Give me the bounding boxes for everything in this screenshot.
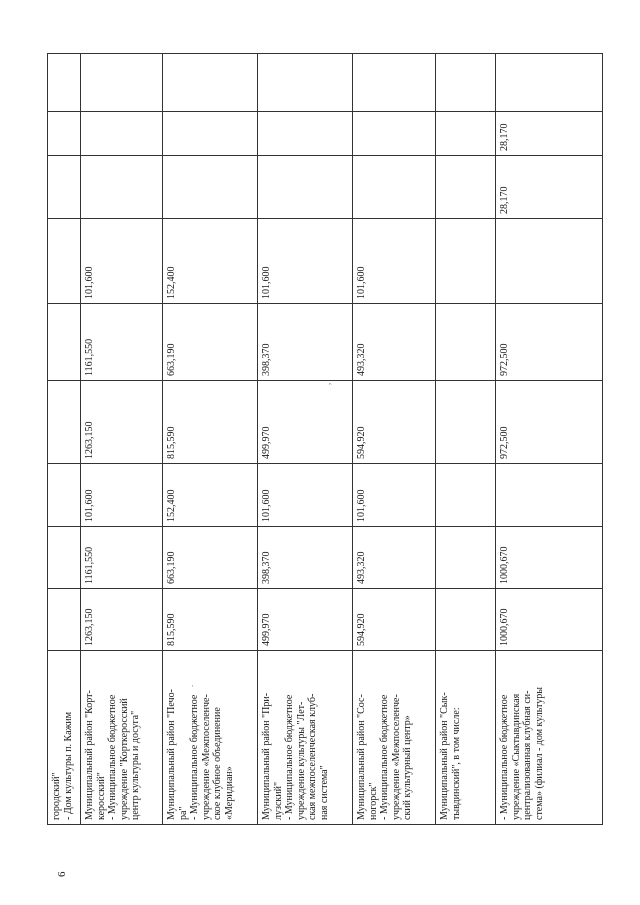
- table-cell: [163, 155, 257, 218]
- table-cell: 101,600: [81, 463, 162, 526]
- table-cell: [81, 53, 162, 111]
- table-cell: [48, 218, 80, 303]
- table-cell: [258, 53, 352, 111]
- table-cell: 28,170: [496, 111, 602, 155]
- table-cell-organization: - Муниципальное бюджетное учреждение «Сыктывдинская централизованная клубная си- стема» (филиал - дом культуры: [496, 650, 602, 824]
- table-cell-organization: Муниципальный район "Сык- тывдинский", в том числе:: [436, 650, 495, 824]
- table-cell: [48, 111, 80, 155]
- table-cell: 972,500: [496, 380, 602, 463]
- table-cell-organization: городский" - Дом культуры п. Кажим: [48, 650, 80, 824]
- table-cell: [496, 218, 602, 303]
- table-row: [48, 53, 81, 824]
- table-cell: [436, 218, 495, 303]
- table-cell: 815,590: [163, 588, 257, 650]
- table-cell: [436, 380, 495, 463]
- table-cell: 493,320: [353, 526, 435, 588]
- table-cell: 1000,670: [496, 588, 602, 650]
- table-cell: 493,320: [353, 303, 435, 380]
- table-row: [163, 53, 258, 824]
- table-cell: [48, 155, 80, 218]
- table-cell: 101,600: [81, 218, 162, 303]
- table-cell: [258, 155, 352, 218]
- table-cell: [436, 155, 495, 218]
- table-cell: 101,600: [353, 463, 435, 526]
- table-cell: [496, 463, 602, 526]
- table-cell: 972,500: [496, 303, 602, 380]
- table-cell: 101,600: [258, 218, 352, 303]
- table-cell: 663,190: [163, 303, 257, 380]
- table-cell: 28,170: [496, 155, 602, 218]
- table-cell-organization: Муниципальный район "Печо- ра" - Муниципальное бюджетное учреждение «Межпоселенче- ское клубное объединение «Меридиан»: [163, 650, 257, 824]
- table-cell: [496, 53, 602, 111]
- table-cell: [436, 303, 495, 380]
- table-row: [81, 53, 163, 824]
- table-row: [353, 53, 436, 824]
- table-cell: [436, 53, 495, 111]
- stray-mark: ,: [322, 382, 332, 385]
- table-cell: [48, 53, 80, 111]
- table-cell: 594,920: [353, 380, 435, 463]
- table-cell: [163, 111, 257, 155]
- table-cell: 1161,550: [81, 303, 162, 380]
- table-cell: 1263,150: [81, 588, 162, 650]
- table-cell: [48, 380, 80, 463]
- table-cell-organization: Муниципальный район "Сос- ногорск" - Муниципальное бюджетное учреждение «Межпоселенче- ский культурный центр»: [353, 650, 435, 824]
- table-cell: 594,920: [353, 588, 435, 650]
- table-cell: [81, 111, 162, 155]
- page-number: 6: [56, 871, 68, 877]
- table-cell: [353, 155, 435, 218]
- table-cell: 499,970: [258, 588, 352, 650]
- table-cell: 1161,550: [81, 526, 162, 588]
- table-cell: [48, 526, 80, 588]
- table-cell: [81, 155, 162, 218]
- stray-mark: .: [185, 684, 195, 687]
- table-cell: 152,400: [163, 218, 257, 303]
- table-cell-organization: Муниципальный район "При- лузский" - Муниципальное бюджетное учреждение культуры "Лет- ская межпоселенческая клуб- ная система": [258, 650, 352, 824]
- table-cell: 663,190: [163, 526, 257, 588]
- table-cell-organization: Муниципальный район "Корт- керосский" - Муниципальное бюджетное учреждение "Корткеросский центр культуры и досуга": [81, 650, 162, 824]
- table-cell: 815,590: [163, 380, 257, 463]
- table-cell: [353, 111, 435, 155]
- table-cell: [48, 463, 80, 526]
- table-row: [436, 53, 496, 824]
- table-cell: 398,370: [258, 526, 352, 588]
- table-cell: [48, 303, 80, 380]
- table-cell: 152,400: [163, 463, 257, 526]
- table-cell: [48, 588, 80, 650]
- table-cell: 101,600: [353, 218, 435, 303]
- funding-table: [47, 53, 603, 825]
- table-cell: 398,370: [258, 303, 352, 380]
- table-cell: [436, 526, 495, 588]
- table-cell: 499,970: [258, 380, 352, 463]
- table-cell: 1263,150: [81, 380, 162, 463]
- table-row: [258, 53, 353, 824]
- table-cell: [163, 53, 257, 111]
- table-cell: 1000,670: [496, 526, 602, 588]
- table-cell: [436, 463, 495, 526]
- table-cell: [436, 111, 495, 155]
- table-cell: [258, 111, 352, 155]
- table-cell: 101,600: [258, 463, 352, 526]
- table-cell: [353, 53, 435, 111]
- table-row: [496, 53, 603, 824]
- table-cell: [436, 588, 495, 650]
